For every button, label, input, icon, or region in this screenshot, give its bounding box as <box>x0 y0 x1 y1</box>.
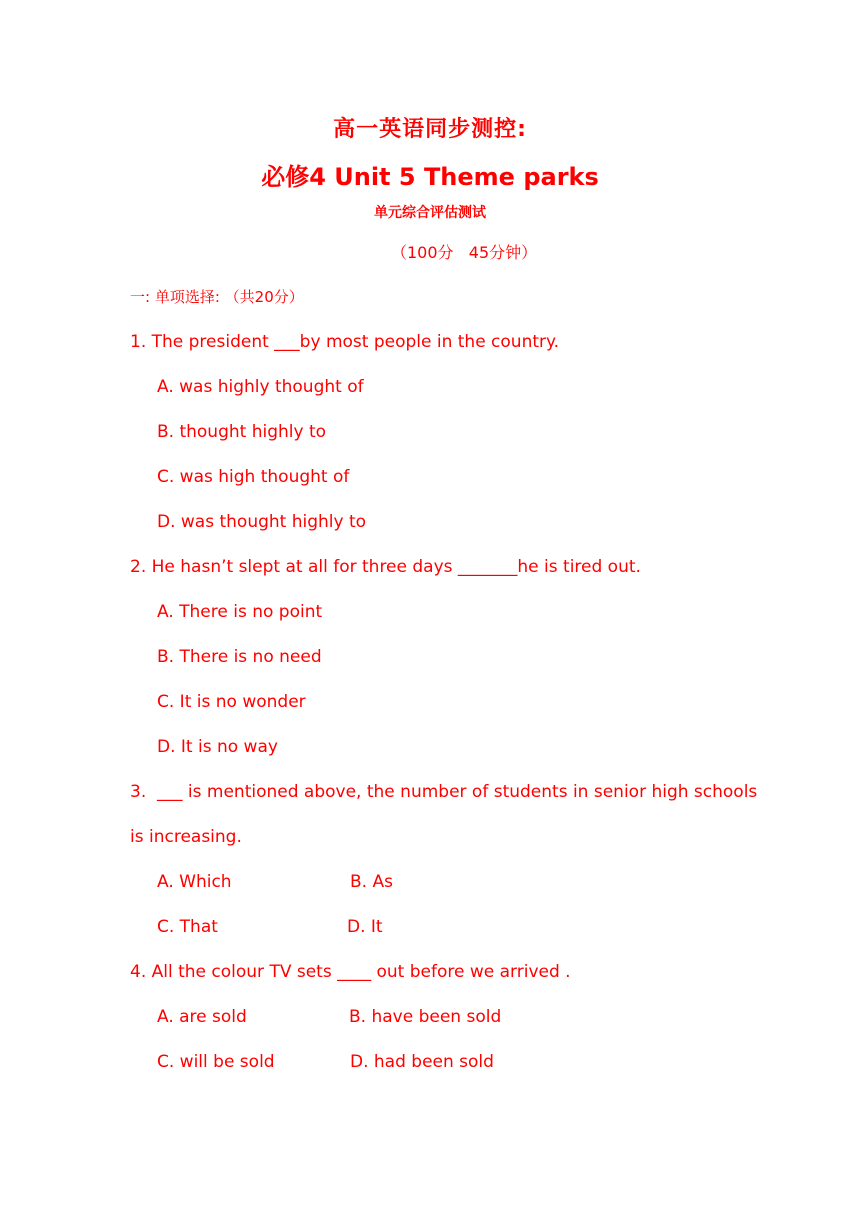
question-4-option-a: A. are sold <box>157 1007 247 1027</box>
question-4-option-c: C. will be sold <box>157 1052 275 1072</box>
question-2-stem: 2. He hasn’t slept at all for three days _______he is tired out. <box>130 557 641 577</box>
question-1-option-a: A. was highly thought of <box>157 377 364 397</box>
unit-title: 必修4 Unit 5 Theme parks <box>261 163 599 191</box>
question-2-option-c: C. It is no wonder <box>157 692 306 712</box>
score-time: （100分 45分钟） <box>391 243 538 262</box>
question-1-option-b: B. thought highly to <box>157 422 327 442</box>
question-3-option-c: C. That <box>157 917 218 937</box>
question-4-stem: 4. All the colour TV sets ____ out before we arrived . <box>130 962 571 982</box>
question-3-stem-line2: is increasing. <box>130 827 242 847</box>
question-3-stem-line1: 3. ___ is mentioned above, the number of students in senior high schools <box>130 782 758 802</box>
question-4-option-d: D. had been sold <box>350 1052 494 1072</box>
question-1-stem: 1. The president ___by most people in the country. <box>130 332 560 352</box>
question-2-option-b: B. There is no need <box>157 647 322 667</box>
question-1-option-d: D. was thought highly to <box>157 512 367 532</box>
document-title: 高一英语同步测控: <box>333 117 527 142</box>
question-2-option-a: A. There is no point <box>157 602 323 622</box>
question-3-option-a: A. Which <box>157 872 232 892</box>
question-2-option-d: D. It is no way <box>157 737 278 757</box>
test-subtitle: 单元综合评估测试 <box>374 205 486 221</box>
question-4-option-b: B. have been sold <box>349 1007 502 1027</box>
question-3-option-d: D. It <box>347 917 383 937</box>
question-3-option-b: B. As <box>350 872 393 892</box>
question-1-option-c: C. was high thought of <box>157 467 350 487</box>
section-heading: 一: 单项选择: （共20分） <box>130 288 304 306</box>
